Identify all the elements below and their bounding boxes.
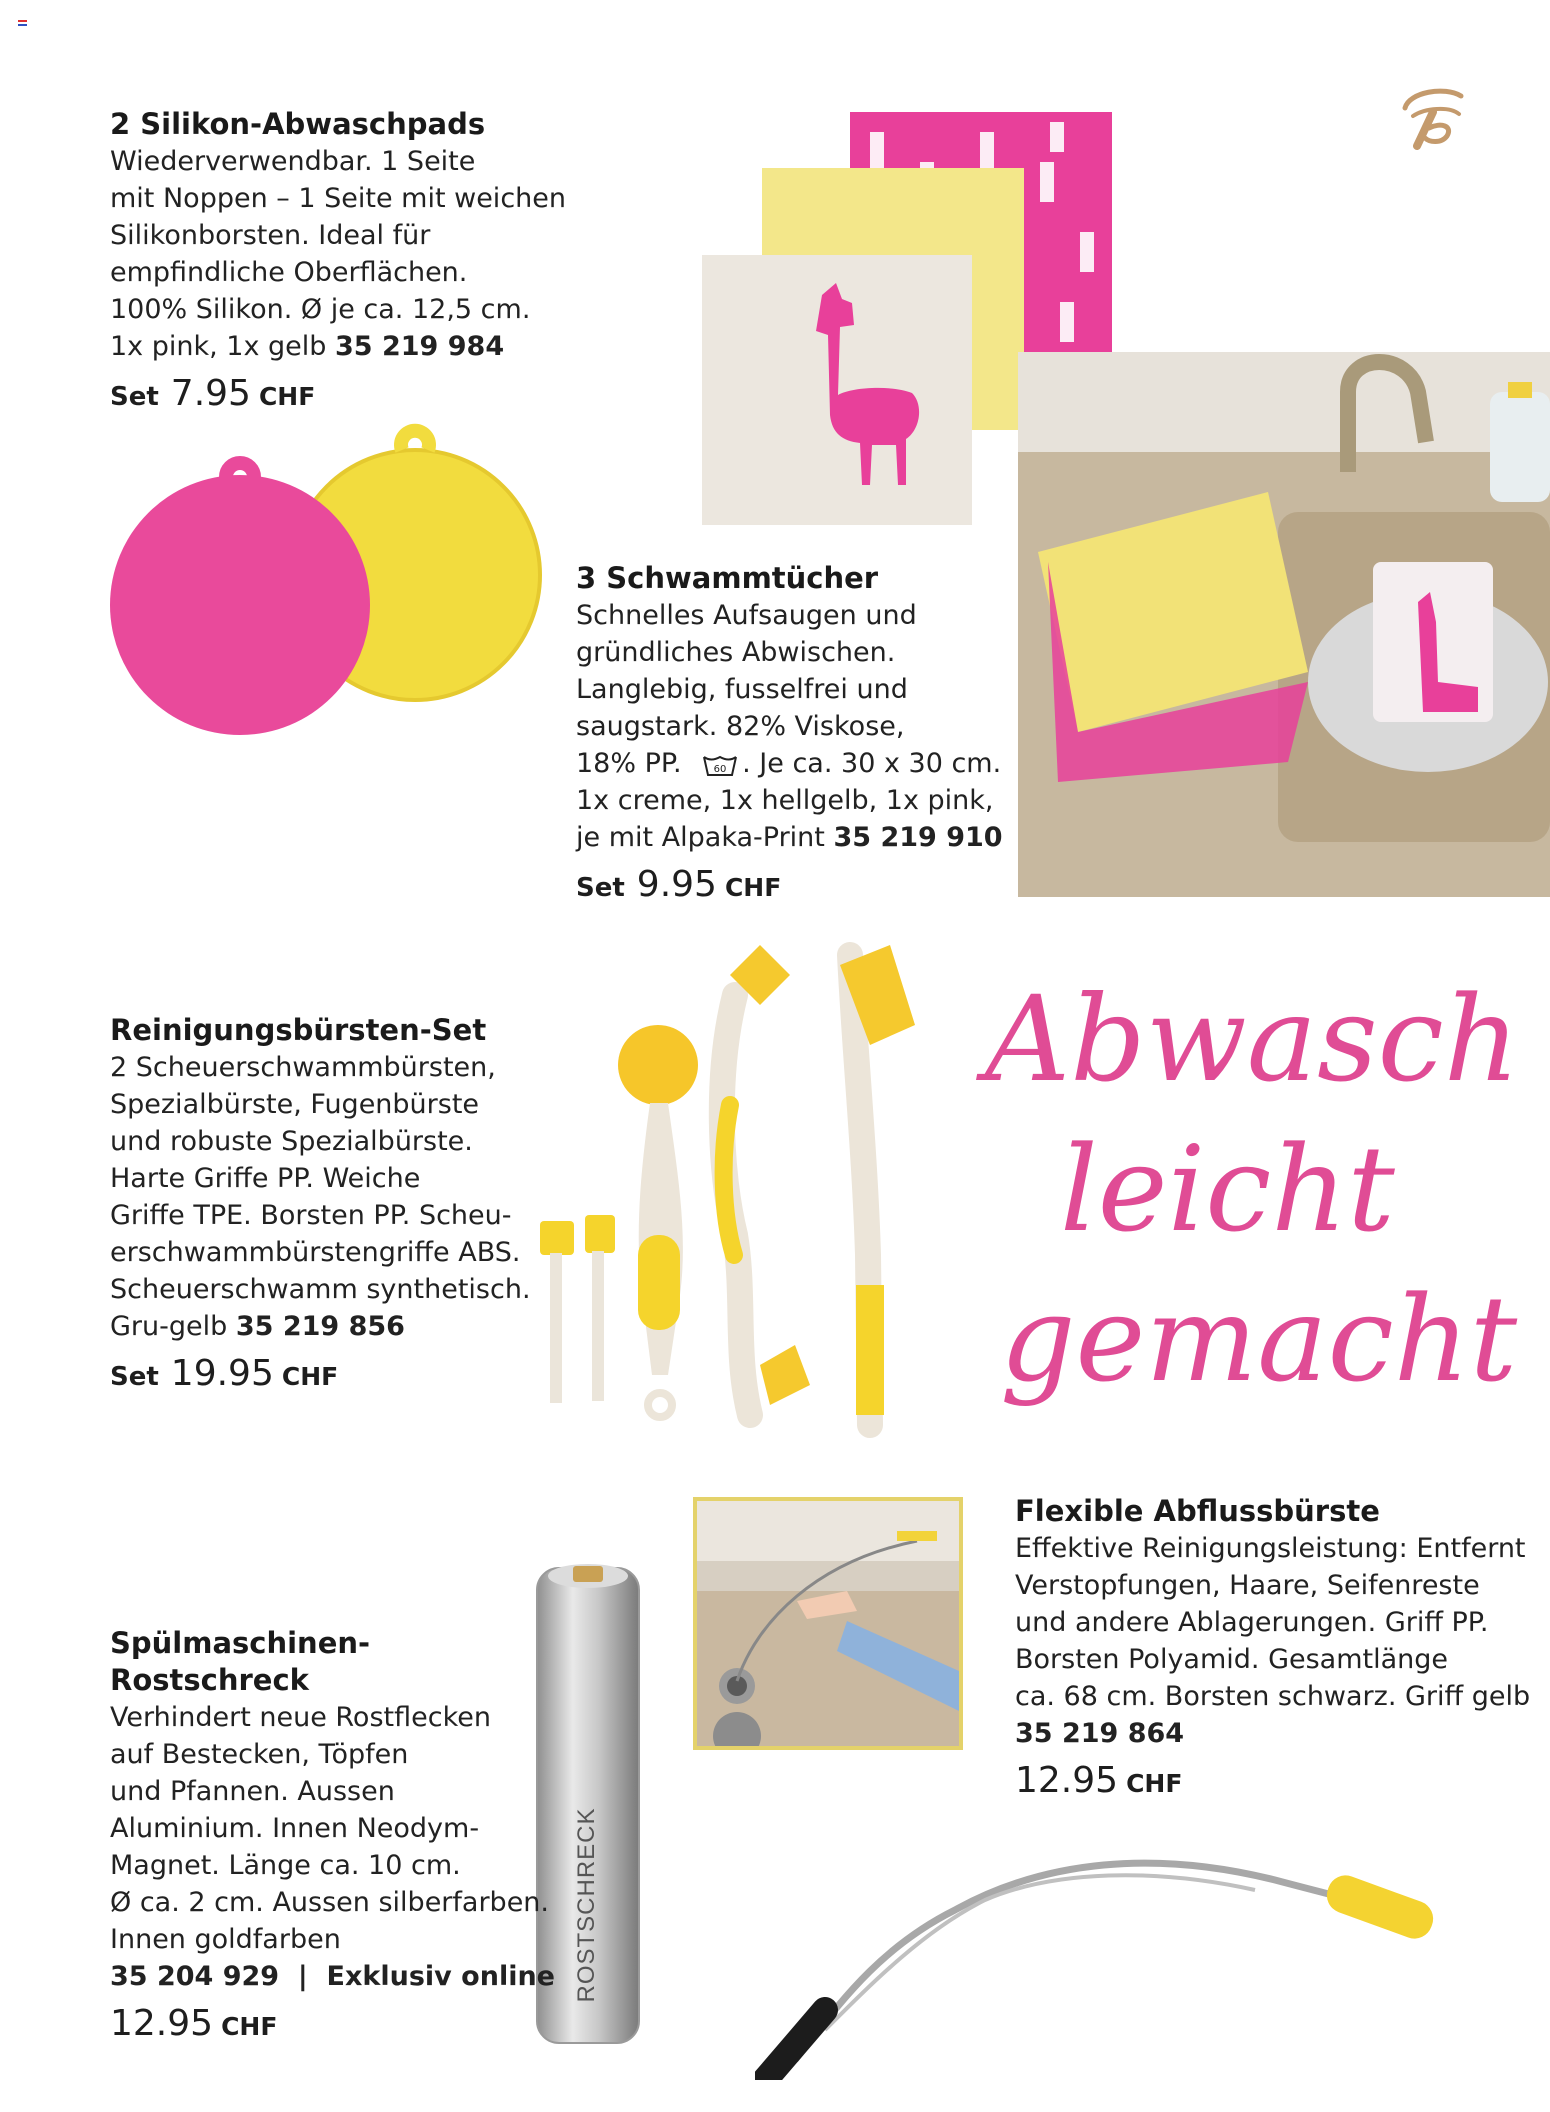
desc-line: und robuste Spezialbürste. [110,1126,473,1157]
headline-line-1: Abwasch [985,970,1520,1108]
desc-text: . Je ca. 30 x 30 cm. [742,748,1002,779]
article-number: 35 219 984 [335,331,505,362]
price-amount: 7.95 [170,373,251,414]
cream-cloth-image [702,255,972,525]
desc-line: Wiederverwendbar. 1 Seite [110,146,476,177]
desc-text: je mit Alpaka-Print [576,822,825,853]
desc-line: 100% Silikon. Ø je ca. 12,5 cm. [110,294,531,325]
desc-line: Langlebig, fusselfrei und [576,674,908,705]
desc-line [110,328,566,365]
article-number: 35 219 864 [1015,1718,1185,1749]
price-amount: 12.95 [110,2003,214,2044]
desc-line: Scheuerschwamm synthetisch. [110,1274,531,1305]
product-description [1015,1530,1530,1752]
product-cloths [576,560,1003,905]
desc-line: auf Bestecken, Töpfen [110,1739,409,1770]
desc-line: Griffe TPE. Borsten PP. Scheu- [110,1200,512,1231]
desc-line: Effektive Reinigungsleistung: Entfernt [1015,1533,1526,1564]
desc-line: ca. 68 cm. Borsten schwarz. Griff gelb [1015,1681,1531,1712]
drain-brush-image [755,1830,1455,2080]
product-brushes [110,1012,531,1394]
desc-text: 18% PP. [576,748,682,779]
desc-line [110,1308,531,1345]
wash-temp: 60 [713,763,727,775]
price [110,2003,555,2044]
wash-60-icon [702,753,738,777]
article-number: 35 219 856 [235,1311,405,1342]
article-number: 35 204 929 | Exklusiv online [110,1961,555,1992]
price [1015,1760,1530,1801]
desc-line: mit Noppen – 1 Seite mit weichen [110,183,566,214]
headline-line-3: gemacht [1000,1270,1518,1408]
product-label-text: ROSTSCHRECK [573,1807,600,2003]
desc-line: erschwammbürstengriffe ABS. [110,1237,521,1268]
price-currency: CHF [258,382,316,411]
sink-photo [1018,352,1550,897]
desc-line: Verhindert neue Rostflecken [110,1702,491,1733]
price [110,373,566,414]
price-currency: CHF [221,2012,278,2041]
desc-line: und andere Ablagerungen. Griff PP. [1015,1607,1489,1638]
country-flag-icon [18,20,27,26]
price-amount: 12.95 [1015,1760,1119,1801]
desc-line [576,745,1003,782]
desc-line [1015,1715,1530,1752]
desc-line: Verstopfungen, Haare, Seifenreste [1015,1570,1480,1601]
headline-line-2: leicht [1060,1120,1395,1258]
title-line: Spülmaschinen- [110,1626,371,1660]
price [576,864,1003,905]
desc-line: 1x creme, 1x hellgelb, 1x pink, [576,785,994,816]
desc-line: Aluminium. Innen Neodym- [110,1813,480,1844]
product-title [110,1625,555,1699]
product-pads [110,106,566,414]
price-amount: 19.95 [170,1353,274,1394]
title-line: Rostschreck [110,1663,309,1697]
price-currency: CHF [724,873,782,902]
desc-line: empfindliche Oberflächen. [110,257,468,288]
product-title: Reinigungsbürsten-Set [110,1013,487,1047]
desc-line: Spezialbürste, Fugenbürste [110,1089,480,1120]
desc-line: Borsten Polyamid. Gesamtlänge [1015,1644,1449,1675]
silicone-pads-image [80,415,550,745]
desc-line: saugstark. 82% Viskose, [576,711,905,742]
desc-line: und Pfannen. Aussen [110,1776,395,1807]
desc-text: Gru-gelb [110,1311,228,1342]
desc-line [576,819,1003,856]
desc-line: gründliches Abwischen. [576,637,896,668]
price-prefix: Set [576,873,625,903]
desc-text: 1x pink, 1x gelb [110,331,327,362]
desc-line: Innen goldfarben [110,1924,341,1955]
drain-usage-photo [693,1497,963,1750]
brush-set-image [520,935,940,1455]
desc-line: Schnelles Aufsaugen und [576,600,917,631]
desc-line: Harte Griffe PP. Weiche [110,1163,421,1194]
product-rust [110,1625,555,2044]
price-currency: CHF [281,1362,339,1391]
product-drain [1015,1493,1530,1801]
price [110,1353,531,1394]
brand-logo [1395,82,1467,152]
product-description [576,597,1003,856]
desc-line: Ø ca. 2 cm. Aussen silberfarben. [110,1887,550,1918]
product-description [110,1049,531,1345]
price-amount: 9.95 [636,864,717,905]
price-prefix: Set [110,1362,159,1392]
desc-line: Silikonborsten. Ideal für [110,220,431,251]
desc-line [110,1958,555,1995]
product-label [557,1775,617,2035]
product-title: 3 Schwammtücher [576,561,879,595]
price-prefix: Set [110,382,159,412]
product-description [110,143,566,365]
product-description [110,1699,555,1995]
desc-line: Magnet. Länge ca. 10 cm. [110,1850,461,1881]
product-title: 2 Silikon-Abwaschpads [110,107,486,141]
price-currency: CHF [1126,1769,1183,1798]
desc-line: 2 Scheuerschwammbürsten, [110,1052,496,1083]
product-title: Flexible Abflussbürste [1015,1494,1380,1528]
article-number: 35 219 910 [833,822,1003,853]
